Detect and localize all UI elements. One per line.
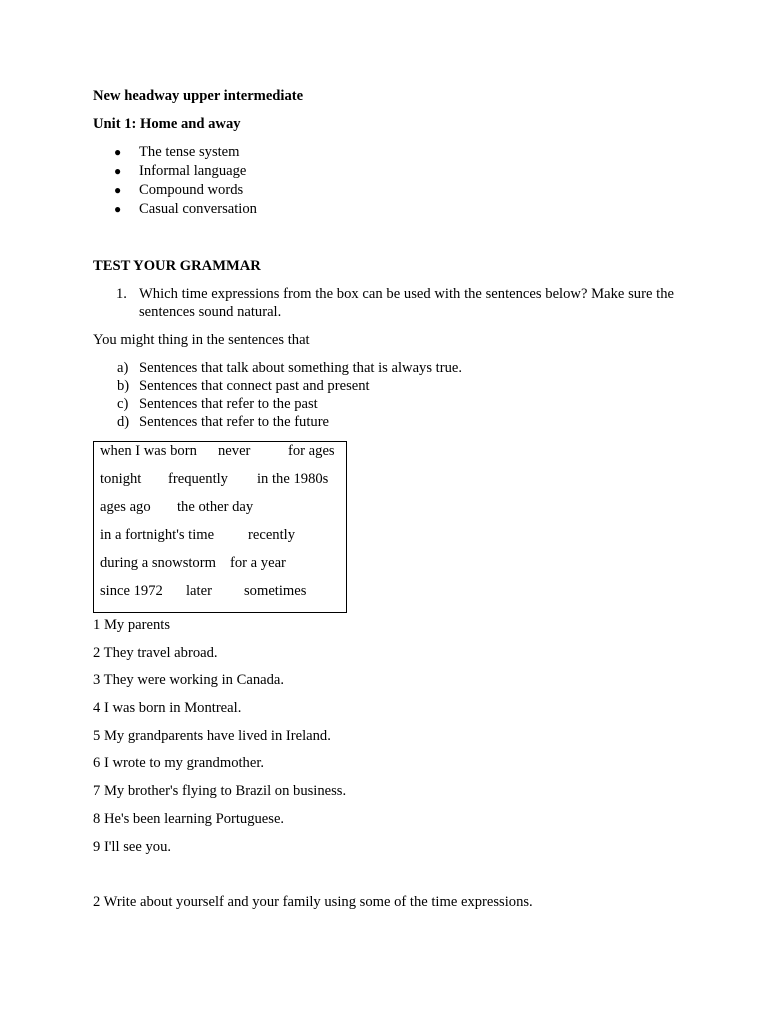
expression: tonight — [100, 471, 142, 487]
expression: later — [186, 583, 212, 599]
category-text: Sentences that refer to the past — [139, 396, 318, 412]
category-text: Sentences that talk about something that is always true. — [139, 360, 463, 376]
intro-text: You might thing in the sentences that — [93, 332, 310, 348]
expression: in the 1980s — [257, 471, 329, 487]
unit-title: Unit 1: Home and away — [93, 116, 241, 132]
sentence-item: 2 They travel abroad. — [93, 645, 218, 661]
sentence-item: 5 My grandparents have lived in Ireland. — [93, 728, 331, 744]
sentence-item: 7 My brother's flying to Brazil on business. — [93, 783, 347, 799]
category-text: Sentences that connect past and present — [139, 378, 370, 394]
expression: recently — [248, 527, 295, 543]
expression: sometimes — [244, 583, 307, 599]
expression: frequently — [168, 471, 228, 487]
expression: when I was born — [100, 443, 197, 459]
sentence-item: 4 I was born in Montreal. — [93, 700, 242, 716]
sentence-item: 9 I'll see you. — [93, 839, 172, 855]
expression: for a year — [230, 555, 286, 571]
category-marker: b) — [117, 378, 130, 394]
expression: never — [218, 443, 251, 459]
expression: in a fortnight's time — [100, 527, 215, 543]
expression: for ages — [288, 443, 335, 459]
book-title: New headway upper intermediate — [93, 88, 304, 104]
category-marker: c) — [117, 396, 129, 412]
expression: ages ago — [100, 499, 151, 515]
expression: since 1972 — [100, 583, 163, 599]
category-marker: a) — [117, 360, 129, 376]
expression: the other day — [177, 499, 254, 515]
section-heading: TEST YOUR GRAMMAR — [93, 258, 261, 274]
bullet-icon: ● — [114, 164, 122, 178]
category-text: Sentences that refer to the future — [139, 414, 330, 430]
sentence-item: 1 My parents — [93, 617, 171, 633]
sentence-item: 8 He's been learning Portuguese. — [93, 811, 285, 827]
category-marker: d) — [117, 414, 130, 430]
sentence-item: 3 They were working in Canada. — [93, 672, 285, 688]
bullet-icon: ● — [114, 202, 122, 216]
bullet-icon: ● — [114, 183, 122, 197]
sentence-item: 6 I wrote to my grandmother. — [93, 755, 265, 771]
expression: during a snowstorm — [100, 555, 216, 571]
task-two: 2 Write about yourself and your family using some of the time expressions. — [93, 894, 533, 910]
bullet-icon: ● — [114, 145, 122, 159]
question-number: 1. — [116, 286, 127, 302]
question-text: Which time expressions from the box can be used with the sentences below? Make sure the sentences sound natural. — [139, 286, 674, 320]
